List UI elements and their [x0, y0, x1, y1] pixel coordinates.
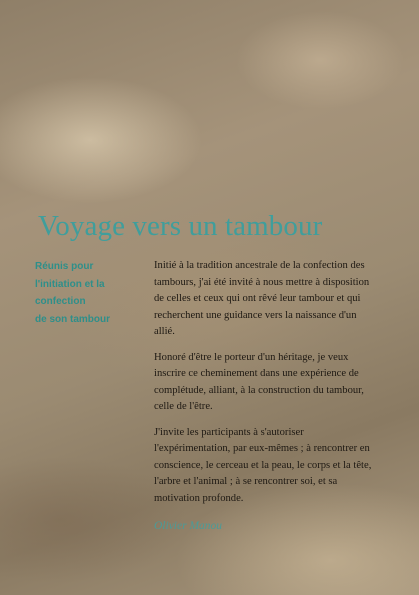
side-note-line: Réunis pour	[35, 261, 94, 272]
body-text	[154, 258, 379, 516]
side-note-line: l'initiation et la	[35, 278, 105, 290]
signature: Olivier Manou	[154, 520, 223, 532]
body-paragraph: Honoré d'être le porteur d'un héritage, je veux inscrire ce cheminement dans une expérience de complétude, alliant, à la construction du tambour, celle de l'être.	[154, 351, 364, 412]
side-note-line: de son tambour	[35, 313, 111, 325]
page-title: Voyage vers un tambour	[38, 210, 323, 242]
body-paragraph: J'invite les participants à s'autoriser l'expérimentation, par eux-mêmes ; à rencontrer en conscience, le cerceau et la peau, le corps et la tête, l'arbre et l'animal ; à se rencontrer soi, et sa motivation profonde.	[154, 426, 372, 504]
side-note-line: confection	[35, 296, 86, 307]
side-note	[35, 258, 130, 328]
body-paragraph: Initié à la tradition ancestrale de la confection des tambours, j'ai été invité à nous mettre à disposition de celles et ceux qui ont rêvé leur tambour et qui recherchent une guidance vers la naissance d'un allié.	[154, 260, 370, 337]
